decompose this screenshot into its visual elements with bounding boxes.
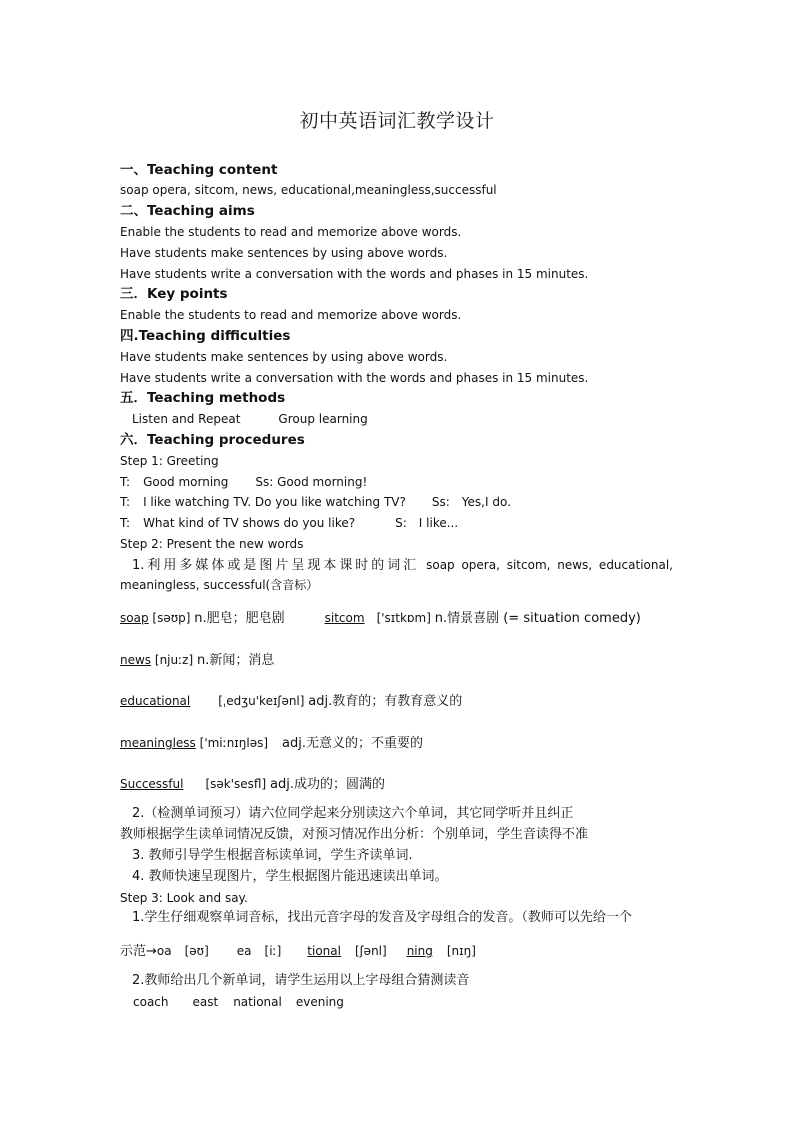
difficulties-line-2: Have students write a conversation with the words and phases in 15 minutes. xyxy=(120,371,589,385)
step2-point4: 4. 教师快速呈现图片，学生根据图片能迅速读出单词。 xyxy=(132,869,448,884)
dialog-text: I like... xyxy=(418,516,459,530)
letter-group: tional xyxy=(307,944,341,958)
vocab-definition: n.情景喜剧 (= situation comedy) xyxy=(434,611,641,626)
speaker-label: T: xyxy=(120,475,131,489)
letter-phonetic: [iː] xyxy=(264,944,282,958)
vocab-phonetic: ['miːnɪŋləs] xyxy=(199,736,269,750)
guess-words-line xyxy=(133,994,344,1010)
step3-point1-line2: 示范→oa [əʊ] ea [iː] tional [ʃənl] ning [nɪŋ] xyxy=(120,944,476,959)
aims-line-2: Have students make sentences by using above words. xyxy=(120,246,448,260)
vocab-row-1 xyxy=(120,610,641,627)
letter-phonetic: [nɪŋ] xyxy=(446,944,476,958)
vocab-definition: n.新闻；消息 xyxy=(196,653,275,668)
method-item: Listen and Repeat xyxy=(132,412,241,426)
guess-word: east xyxy=(192,995,219,1009)
speaker-label: Ss: xyxy=(431,495,450,509)
dialog-text: I like watching TV. Do you like watching TV? xyxy=(143,495,406,509)
key-points-line: Enable the students to read and memorize above words. xyxy=(120,308,462,322)
dialog-line-2 xyxy=(120,494,511,510)
heading-key-points: 三．Key points xyxy=(120,286,228,302)
step3-title: Step 3: Look and say. xyxy=(120,891,248,905)
speaker-label: S: xyxy=(395,516,407,530)
step2-point2-line1: 2.（检测单词预习）请六位同学起来分别读这六个单词，其它同学听并且纠正 xyxy=(132,806,574,821)
vocab-definition: adj.无意义的；不重要的 xyxy=(282,736,423,751)
vocab-definition: n.肥皂；肥皂剧 xyxy=(194,611,285,626)
step3-point1-line1: 1.学生仔细观察单词音标，找出元音字母的发音及字母组合的发音。（教师可以先给一个 xyxy=(132,910,632,925)
letter-group: ea xyxy=(236,944,252,958)
heading-teaching-content: 一、Teaching content xyxy=(120,162,278,178)
heading-teaching-procedures: 六．Teaching procedures xyxy=(120,432,305,448)
heading-teaching-difficulties: 四.Teaching difficulties xyxy=(120,328,291,344)
guess-word: evening xyxy=(295,995,344,1009)
vocab-word: sitcom xyxy=(324,611,365,625)
vocab-phonetic: [sək'sesfl] xyxy=(205,777,267,791)
aims-line-3: Have students write a conversation with the words and phases in 15 minutes. xyxy=(120,267,589,281)
guess-word: national xyxy=(233,995,282,1009)
step2-title: Step 2: Present the new words xyxy=(120,537,304,551)
letter-group: oa xyxy=(156,944,172,958)
letter-phonetic: [ʃənl] xyxy=(354,944,387,958)
step1-title: Step 1: Greeting xyxy=(120,454,219,468)
dialog-line-1 xyxy=(120,474,367,490)
guess-word: coach xyxy=(133,995,169,1009)
letter-phonetic: [əʊ] xyxy=(184,944,209,958)
vocab-word: educational xyxy=(120,694,191,708)
difficulties-line-1: Have students make sentences by using above words. xyxy=(120,350,448,364)
vocab-word: soap xyxy=(120,611,149,625)
step3-point2: 2.教师给出几个新单词，请学生运用以上字母组合猜测读音 xyxy=(132,973,470,988)
step2-point2-line2: 教师根据学生读单词情况反馈，对预习情况作出分析：个别单词，学生音读得不准 xyxy=(120,827,589,842)
vocab-row-2 xyxy=(120,652,274,669)
vocab-phonetic: [ˌedʒu'keɪʃənl] xyxy=(218,694,305,708)
dialog-text: Good morning xyxy=(143,475,229,489)
vocab-phonetic: ['sɪtkɒm] xyxy=(376,611,431,625)
vocab-row-4 xyxy=(120,735,423,752)
aims-line-1: Enable the students to read and memorize above words. xyxy=(120,225,462,239)
vocab-word: Successful xyxy=(120,777,184,791)
dialog-line-3 xyxy=(120,515,458,531)
step2-point3: 3. 教师引导学生根据音标读单词，学生齐读单词. xyxy=(132,848,413,863)
method-item: Group learning xyxy=(278,412,368,426)
vocab-definition: adj.教育的；有教育意义的 xyxy=(308,694,463,709)
step2-point1-line1: 1.利用多媒体或是图片呈现本课时的词汇 soap opera, sitcom, news, educational, xyxy=(132,558,673,573)
vocab-phonetic: [səʊp] xyxy=(152,611,191,625)
dialog-text: Yes,I do. xyxy=(461,495,511,509)
vocab-word: meaningless xyxy=(120,736,196,750)
vocab-phonetic: [njuːz] xyxy=(154,653,194,667)
speaker-label: T: xyxy=(120,495,131,509)
methods-line xyxy=(132,411,368,427)
heading-teaching-aims: 二、Teaching aims xyxy=(120,203,255,219)
speaker-label: T: xyxy=(120,516,131,530)
dialog-text: Ss: Good morning! xyxy=(255,475,368,489)
dialog-text: What kind of TV shows do you like? xyxy=(143,516,356,530)
vocab-row-5 xyxy=(120,776,385,793)
vocab-definition: adj.成功的；圆满的 xyxy=(270,777,385,792)
heading-teaching-methods: 五．Teaching methods xyxy=(120,390,286,406)
letter-group: ning xyxy=(406,944,433,958)
page-title: 初中英语词汇教学设计 xyxy=(299,110,495,132)
vocab-word: news xyxy=(120,653,152,667)
vocab-row-3 xyxy=(120,693,462,710)
step2-point1-line2: meaningless, successful(含音标） xyxy=(120,578,319,592)
content-line: soap opera, sitcom, news, educational,meaningless,successful xyxy=(120,183,497,197)
